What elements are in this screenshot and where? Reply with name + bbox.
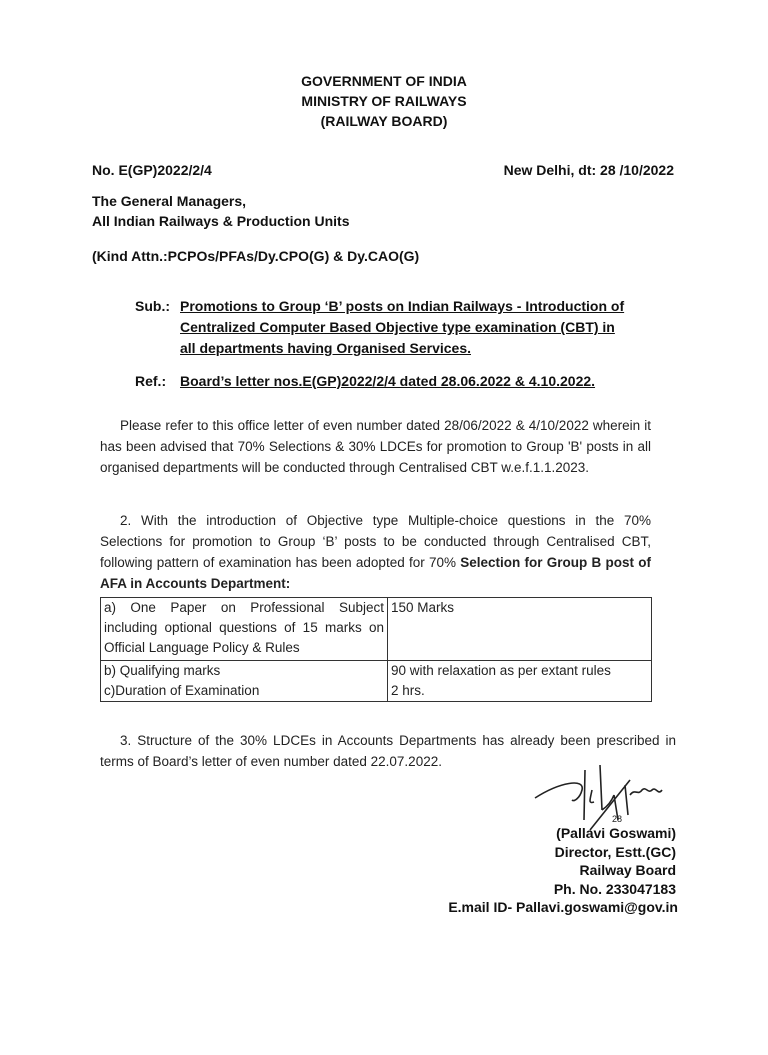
addressee-line-1: The General Managers,	[92, 193, 247, 209]
letterhead	[0, 71, 768, 131]
signatory-name: (Pallavi Goswami)	[556, 825, 676, 841]
table-cell: 150 Marks	[388, 598, 652, 661]
reference-number: No. E(GP)2022/2/4	[92, 162, 212, 178]
exam-pattern-table	[100, 597, 652, 702]
paragraph-2	[100, 510, 651, 594]
qualifying-marks-label: b) Qualifying marks	[104, 663, 221, 678]
signatory-phone: Ph. No. 233047183	[553, 880, 676, 897]
addressee-line-2: All Indian Railways & Production Units	[92, 213, 350, 229]
table-cell: a) One Paper on Professional Subject including optional questions of 15 marks on Official Language Policy & Rules	[101, 598, 388, 661]
table-row	[101, 661, 652, 702]
header-line-1: GOVERNMENT OF INDIA	[301, 73, 467, 89]
header-line-3: (RAILWAY BOARD)	[320, 113, 448, 129]
signatory-designation: Director, Estt.(GC)	[554, 843, 676, 860]
letter-date: New Delhi, dt: 28 /10/2022	[503, 162, 674, 178]
paragraph-3: 3. Structure of the 30% LDCEs in Accounts Departments has already been prescribed in terms of Board’s letter of even number dated 22.07.2022.	[100, 733, 676, 769]
paragraph-2-bold: Selection for Group B post of AFA in Accounts Department:	[100, 555, 651, 591]
duration-label: c)Duration of Examination	[104, 683, 260, 698]
subject	[180, 296, 624, 359]
addressee	[92, 191, 349, 231]
subject-line-1: Promotions to Group ‘B’ posts on Indian Railways - Introduction of	[180, 298, 625, 314]
signatory-office: Railway Board	[579, 862, 676, 878]
kind-attention: (Kind Attn.:PCPOs/PFAs/Dy.CPO(G) & Dy.CAO(G)	[92, 248, 420, 264]
reference-label: Ref.:	[135, 373, 167, 389]
signature-block	[448, 824, 676, 917]
subject-label: Sub.:	[135, 298, 170, 314]
reference-text: Board’s letter nos.E(GP)2022/2/4 dated 28.06.2022 & 4.10.2022.	[180, 373, 596, 389]
qualifying-marks-value: 90 with relaxation as per extant rules	[391, 663, 611, 678]
table-row	[101, 598, 652, 661]
paragraph-2-text: 2. With the introduction of Objective type Multiple-choice questions in the 70% Selections for promotion to Group ‘B’ posts to be conducted through Centralised CBT, following pattern of examination has been adopted for 70%	[100, 513, 651, 570]
signatory-email: E.mail ID- Pallavi.goswami@gov.in	[448, 899, 678, 915]
subject-line-2: Centralized Computer Based Objective type examination (CBT) in	[180, 319, 615, 335]
table-cell	[388, 661, 652, 702]
duration-value: 2 hrs.	[391, 683, 425, 698]
subject-line-3: all departments having Organised Services.	[180, 340, 471, 356]
header-line-2: MINISTRY OF RAILWAYS	[301, 93, 467, 109]
table-cell	[101, 661, 388, 702]
paragraph-1: Please refer to this office letter of even number dated 28/06/2022 & 4/10/2022 wherein it has been advised that 70% Selections & 30% LDCEs for promotion to Group 'B' posts in all organised departments will be conducted through Centralised CBT w.e.f.1.1.2023.	[100, 418, 651, 475]
svg-text:28: 28	[612, 814, 623, 824]
